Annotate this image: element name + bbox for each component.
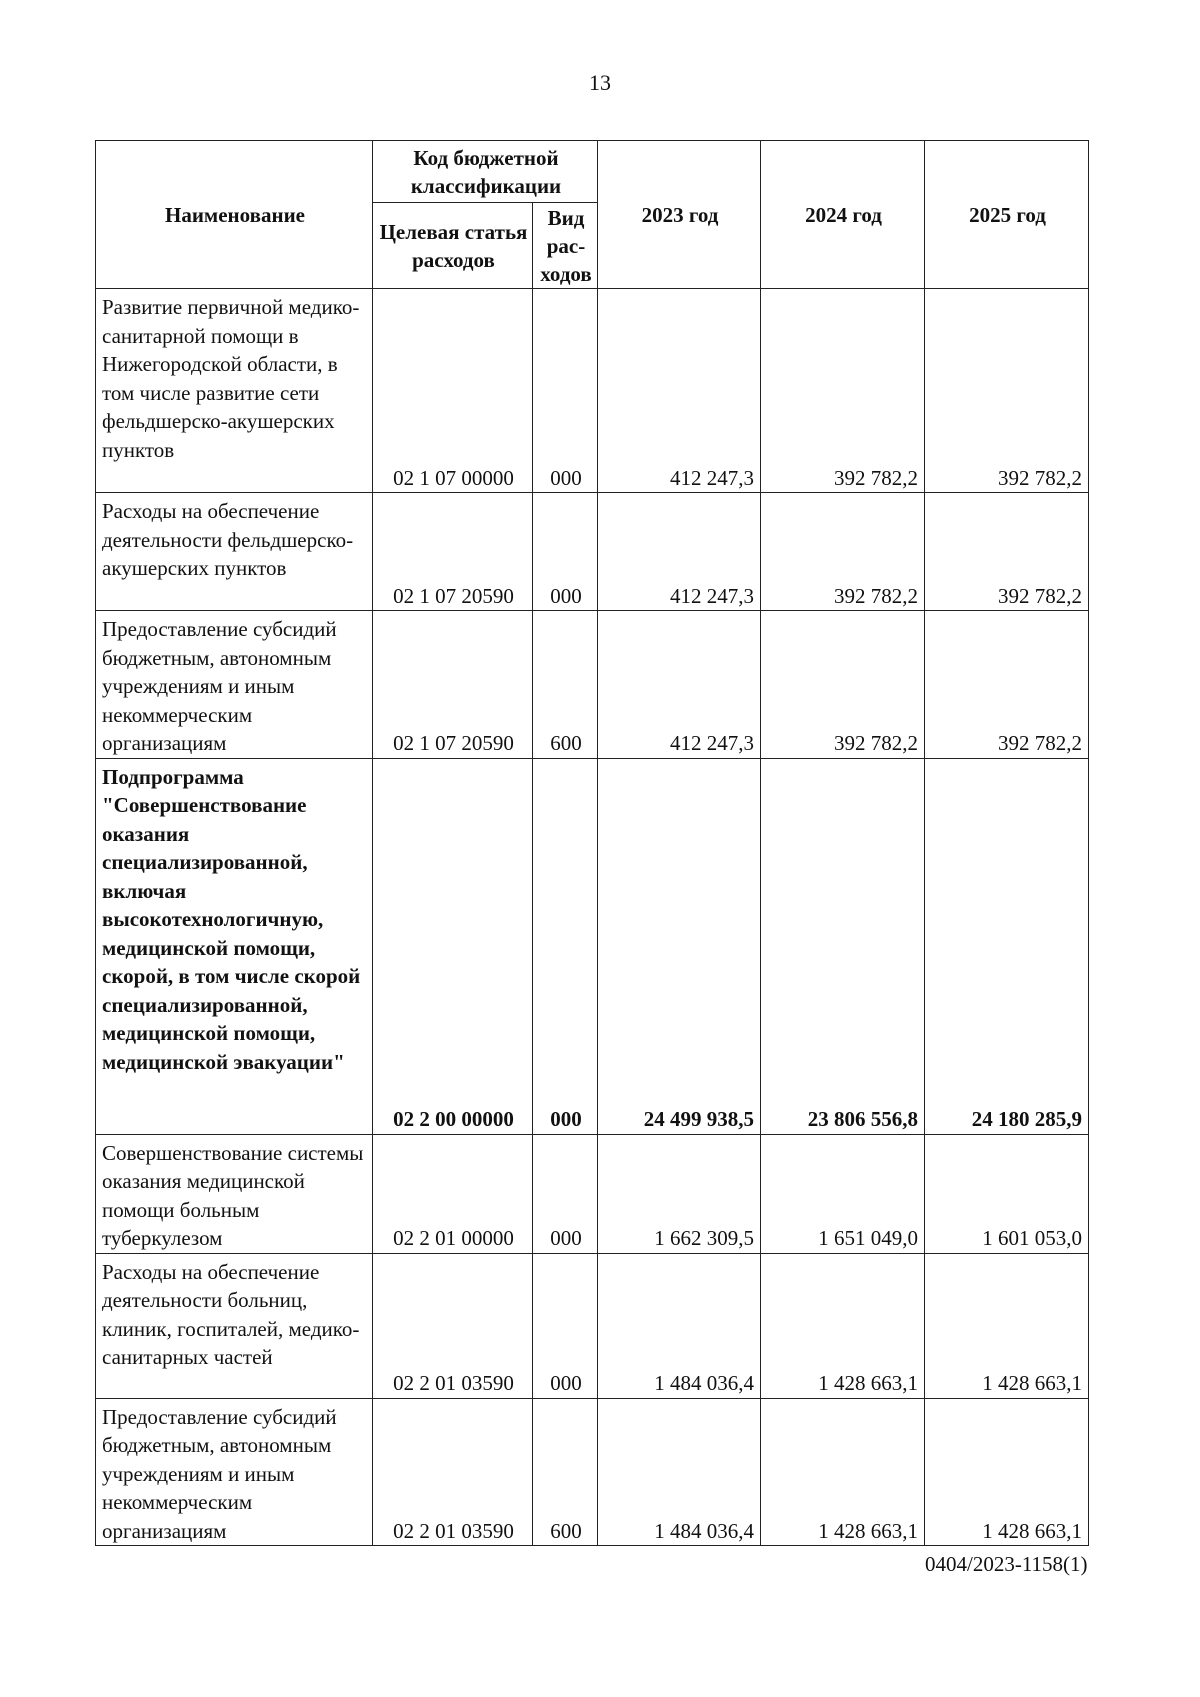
row-name: Расходы на обеспечение деятельности фельдшерско-акушерских пунктов (96, 493, 373, 611)
row-2025: 1 428 663,1 (925, 1398, 1089, 1546)
row-2023: 24 499 938,5 (598, 758, 761, 1134)
row-name: Предоставление субсидий бюджетным, автономным учреждениям и иным некоммерческим организациям (96, 611, 373, 759)
row-name: Предоставление субсидий бюджетным, автономным учреждениям и иным некоммерческим организациям (96, 1398, 373, 1546)
row-2024: 392 782,2 (761, 289, 925, 493)
row-code: 02 2 00 00000 (373, 758, 533, 1134)
row-2024: 1 428 663,1 (761, 1398, 925, 1546)
table-row (96, 289, 1089, 493)
row-2024: 1 651 049,0 (761, 1134, 925, 1253)
row-2023: 412 247,3 (598, 611, 761, 759)
table-row (96, 1134, 1089, 1253)
table-row (96, 493, 1089, 611)
row-2024: 392 782,2 (761, 493, 925, 611)
table-row (96, 1253, 1089, 1398)
row-code: 02 1 07 20590 (373, 493, 533, 611)
header-2023: 2023 год (598, 141, 761, 289)
header-expense-kind: Вид рас-ходов (533, 203, 598, 289)
row-name: Расходы на обеспечение деятельности больниц, клиник, госпиталей, медико-санитарных частей (96, 1253, 373, 1398)
row-2023: 412 247,3 (598, 289, 761, 493)
row-kind: 000 (533, 758, 598, 1134)
row-2025: 392 782,2 (925, 289, 1089, 493)
table-row (96, 1398, 1089, 1546)
row-code: 02 2 01 03590 (373, 1253, 533, 1398)
row-2024: 1 428 663,1 (761, 1253, 925, 1398)
row-code: 02 2 01 03590 (373, 1398, 533, 1546)
row-kind: 000 (533, 1253, 598, 1398)
row-2025: 392 782,2 (925, 611, 1089, 759)
row-2024: 23 806 556,8 (761, 758, 925, 1134)
row-kind: 000 (533, 289, 598, 493)
row-2023: 1 484 036,4 (598, 1253, 761, 1398)
row-code: 02 1 07 20590 (373, 611, 533, 759)
row-2024: 392 782,2 (761, 611, 925, 759)
row-2025: 24 180 285,9 (925, 758, 1089, 1134)
row-kind: 600 (533, 611, 598, 759)
header-classification: Код бюджетной классификации (373, 141, 598, 203)
header-2025: 2025 год (925, 141, 1089, 289)
page-number: 13 (589, 70, 611, 95)
row-name: Развитие первичной медико-санитарной помощи в Нижегородской области, в том числе развитие сети фельдшерско-акушерских пунктов (96, 289, 373, 493)
row-name: Подпрограмма "Совершенствование оказания специализированной, включая высокотехнологичную, медицинской помощи, скорой, в том числе скорой специализированной, медицинской помощи, медицинской эвакуации" (96, 758, 373, 1134)
table-row (96, 758, 1089, 1134)
budget-table (95, 140, 1089, 1546)
header-2024: 2024 год (761, 141, 925, 289)
document-registration-code: 0404/2023-1158(1) (925, 1552, 1088, 1576)
row-kind: 000 (533, 493, 598, 611)
row-2023: 1 484 036,4 (598, 1398, 761, 1546)
row-2025: 1 601 053,0 (925, 1134, 1089, 1253)
header-target-article: Целевая статья расходов (373, 203, 533, 289)
row-name: Совершенствование системы оказания медицинской помощи больным туберкулезом (96, 1134, 373, 1253)
row-2025: 1 428 663,1 (925, 1253, 1089, 1398)
row-kind: 000 (533, 1134, 598, 1253)
row-code: 02 2 01 00000 (373, 1134, 533, 1253)
row-2025: 392 782,2 (925, 493, 1089, 611)
header-name: Наименование (96, 141, 373, 289)
table-row (96, 611, 1089, 759)
row-2023: 412 247,3 (598, 493, 761, 611)
row-code: 02 1 07 00000 (373, 289, 533, 493)
row-2023: 1 662 309,5 (598, 1134, 761, 1253)
row-kind: 600 (533, 1398, 598, 1546)
